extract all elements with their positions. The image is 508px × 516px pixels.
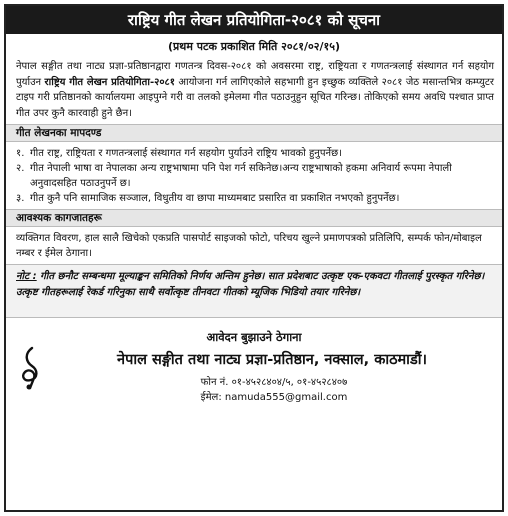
- treble-clef-logo-icon: [16, 346, 46, 390]
- list-item: [16, 146, 492, 161]
- organization-name: नेपाल सङ्गीत तथा नाट्य प्रज्ञा-प्रतिष्ठान, नक्साल, काठमाडौं।: [117, 352, 427, 368]
- email-address[interactable]: ईमेल: namuda555@gmail.com: [200, 392, 348, 403]
- contact-info: [16, 375, 492, 405]
- list-item: [16, 161, 492, 191]
- intro-paragraph: [6, 53, 502, 121]
- intro-text-2: आयोजना गर्न लागिएकोले सहभागी हुन इच्छुक व्यक्तिले २०८१ जेठ मसान्तभित्र कम्प्युटर टाइप गरी प्रतिष्ठानको कार्यालयमा आइपुग्ने गरी वा तलको इमेलमा गीत पठाउनुहुन सूचित गरिन्छ। तोकिएको समय अवधि पश्चात प्राप्त गीत उपर कुनै कारवाही हुने छैन।: [16, 76, 495, 119]
- footer: [6, 330, 502, 405]
- address-title: आवेदन बुझाउने ठेगाना: [206, 330, 302, 344]
- note-text: गीत छनौट सम्बन्धमा मूल्याङ्कन समितिको निर्णय अन्तिम हुनेछ। सात प्रदेशबाट उत्कृष्ट एक-एकवटा गीतलाई पुरस्कृत गरिनेछ। उत्कृष्ट गीतहरूलाई रेकर्ड गरिनुका साथै सर्वोत्कृष्ट तीनवटा गीतको म्यूजिक भिडियो तयार गरिनेछ।: [16, 271, 485, 298]
- intro-text-1: नेपाल सङ्गीत तथा नाट्य प्रज्ञा-प्रतिष्ठानद्वारा गणतन्त्र दिवस-२०८१ को अवसरमा राष्ट्र, राष्ट्रियता र गणतन्त्रलाई संस्थागत गर्न सहयोग पुर्याउन: [16, 61, 494, 88]
- note-label: नोट :: [16, 271, 37, 282]
- criteria-heading: गीत लेखनका मापदण्ड: [6, 124, 502, 142]
- phone-number: फोन नं. ०१-४५२८४०४/५, ०१-४५२८४०७: [200, 377, 348, 388]
- item-number: २.: [16, 163, 25, 174]
- competition-name: राष्ट्रिय गीत लेखन प्रतियोगिता-२०८१: [44, 76, 175, 88]
- item-number: ३.: [16, 193, 25, 204]
- notice-banner: [6, 6, 502, 34]
- item-text: गीत राष्ट्र, राष्ट्रियता र गणतन्त्रलाई संस्थागत गर्न सहयोग पुर्याउने राष्ट्रिय भावको हुनुपर्नेछ।: [30, 148, 342, 159]
- note-box: [6, 264, 502, 318]
- publication-date: (प्रथम पटक प्रकाशित मिति २०८१/०२/१५): [168, 40, 340, 53]
- notice-panel: [4, 4, 504, 512]
- criteria-list: [6, 142, 502, 206]
- item-number: १.: [16, 148, 25, 159]
- documents-text: व्यक्तिगत विवरण, हाल सालै खिचेको एकप्रति पासपोर्ट साइजको फोटो, परिचय खुल्ने प्रमाणपत्रको प्रतिलिपि, सम्पर्क फोन/मोबाइल नम्बर र ईमेल ठेगाना।: [16, 233, 482, 259]
- notice-title: राष्ट्रिय गीत लेखन प्रतियोगिता-२०८१ को सूचना: [127, 11, 381, 29]
- item-text: गीत नेपाली भाषा वा नेपालका अन्य राष्ट्रभाषामा पनि पेश गर्न सकिनेछ।अन्य राष्ट्रभाषाको हकमा अनिवार्य रूपमा नेपाली अनुवादसहित पठाउनुपर्ने छ।: [30, 163, 452, 189]
- list-item: [16, 191, 492, 206]
- documents-heading: आवश्यक कागजातहरू: [6, 209, 502, 227]
- item-text: गीत कुनै पनि सामाजिक सञ्जाल, विधुतीय वा छापा माध्यमबाट प्रसारित वा प्रकाशित नभएको हुनुपर्नेछ।: [30, 193, 400, 204]
